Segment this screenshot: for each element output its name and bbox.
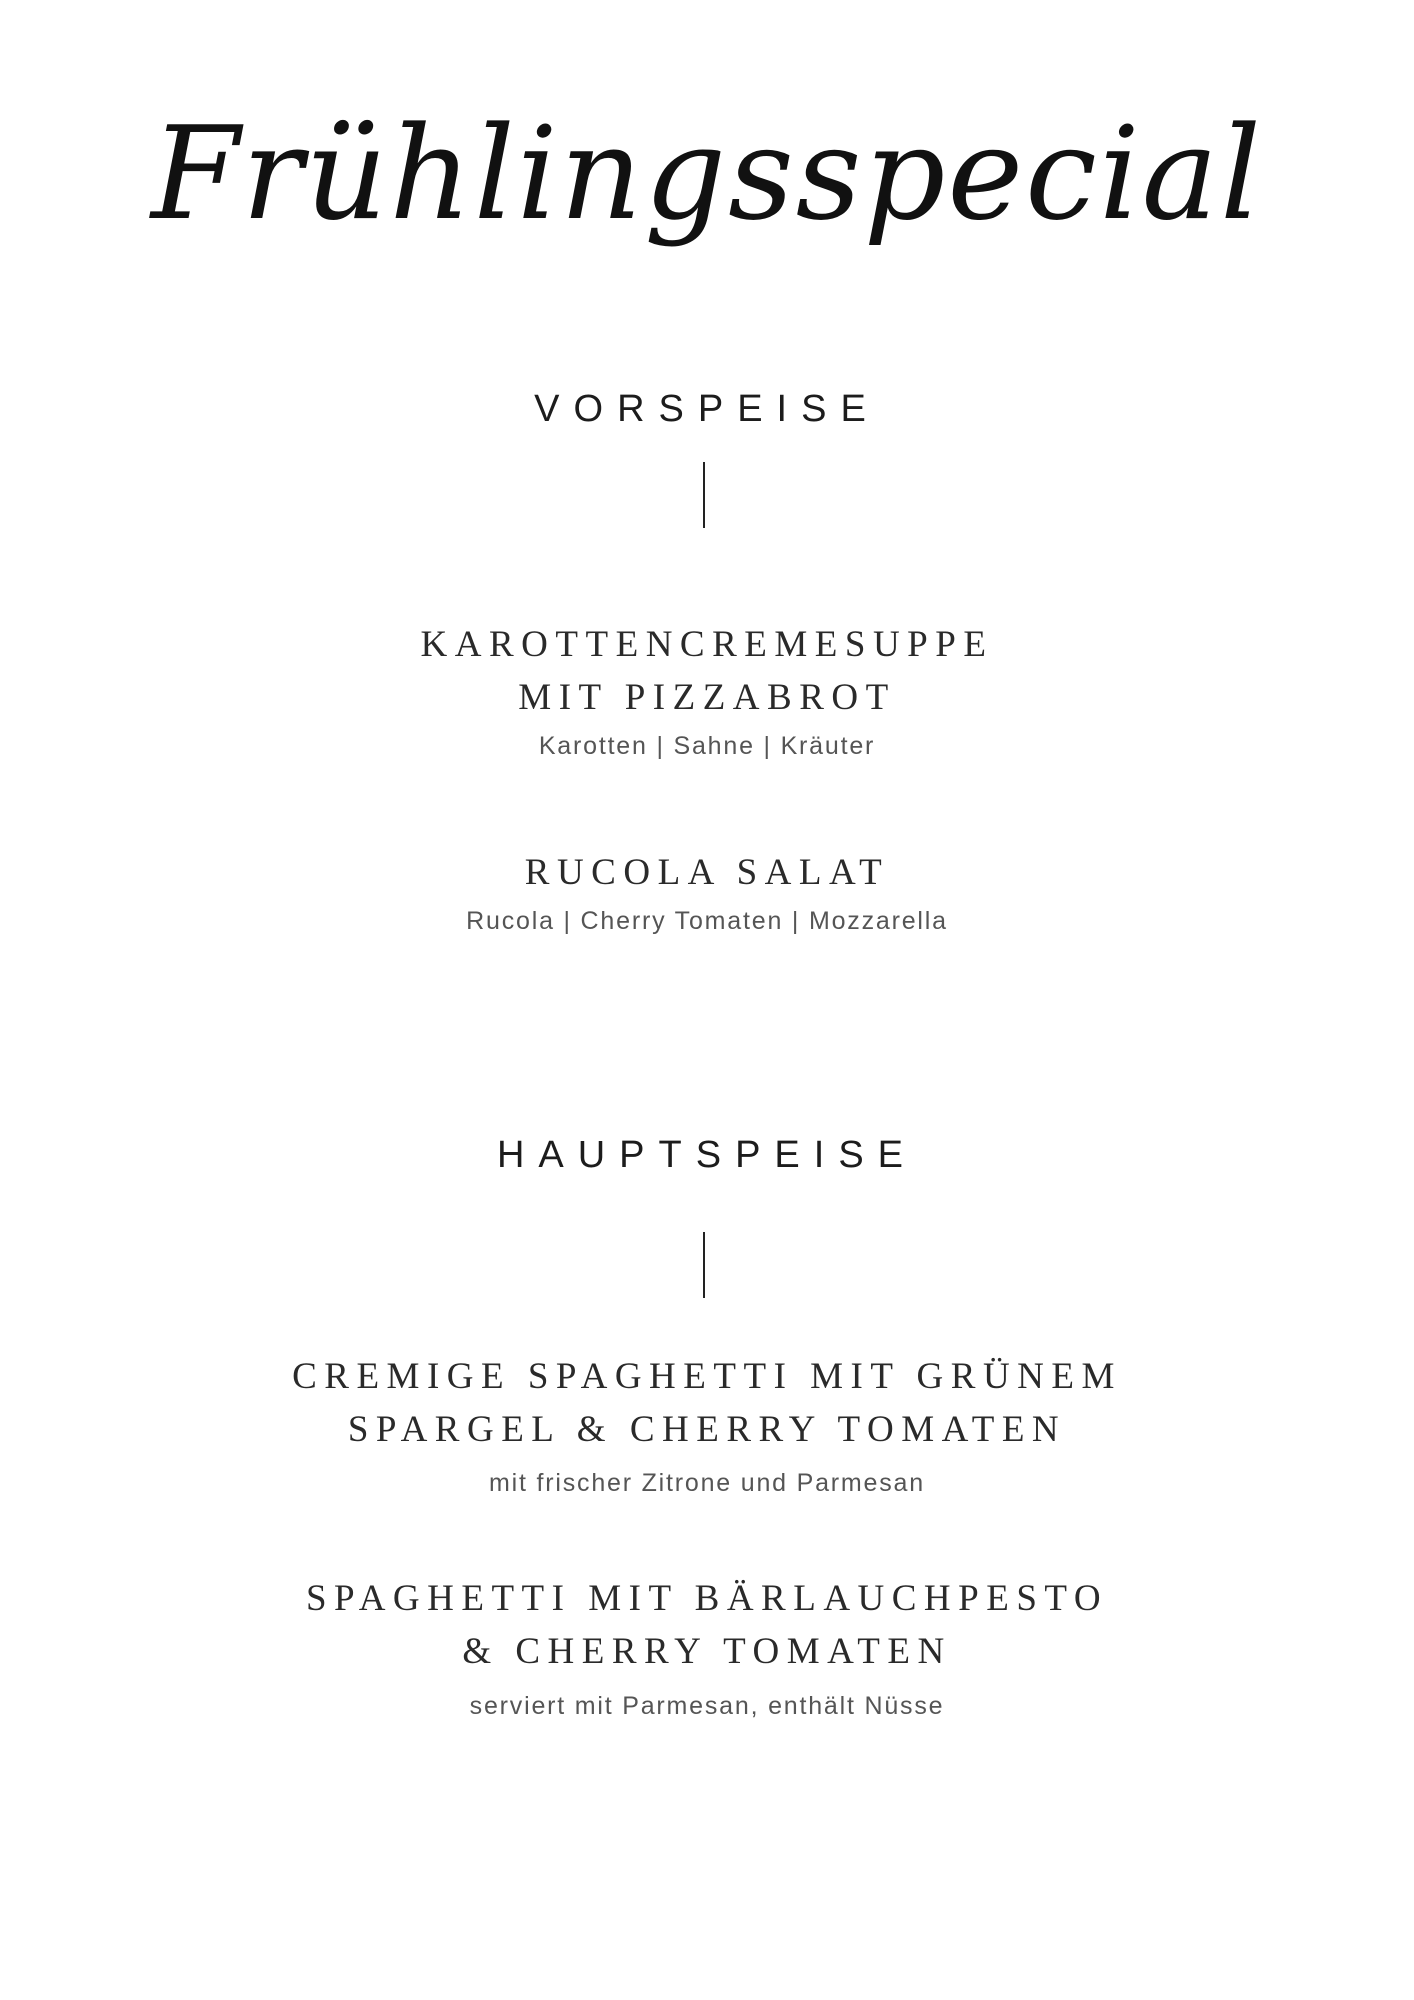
dish-name-line: RUCOLA SALAT	[524, 852, 890, 893]
menu-title: Frühlingsspecial	[150, 100, 1264, 249]
dish-name-line: MIT PIZZABROT	[518, 677, 896, 718]
dish-description: Karotten | Sahne | Kräuter	[538, 732, 876, 760]
dish-name-line: SPAGHETTI MIT BÄRLAUCHPESTO	[305, 1578, 1109, 1619]
section-heading-hauptspeise: HAUPTSPEISE	[496, 1134, 918, 1176]
section-heading-vorspeise: VORSPEISE	[534, 388, 880, 430]
dish-name-line: & CHERRY TOMATEN	[462, 1631, 952, 1672]
section-divider-hauptspeise	[703, 1232, 705, 1298]
dish-description: serviert mit Parmesan, enthält Nüsse	[469, 1692, 945, 1720]
dish-name-line: KAROTTENCREMESUPPE	[420, 624, 994, 665]
section-divider-vorspeise	[703, 462, 705, 528]
dish-description: Rucola | Cherry Tomaten | Mozzarella	[466, 907, 948, 935]
dish-name-line: SPARGEL & CHERRY TOMATEN	[347, 1409, 1067, 1450]
dish-description: mit frischer Zitrone und Parmesan	[489, 1469, 925, 1497]
dish-name-line: CREMIGE SPAGHETTI MIT GRÜNEM	[292, 1356, 1122, 1397]
